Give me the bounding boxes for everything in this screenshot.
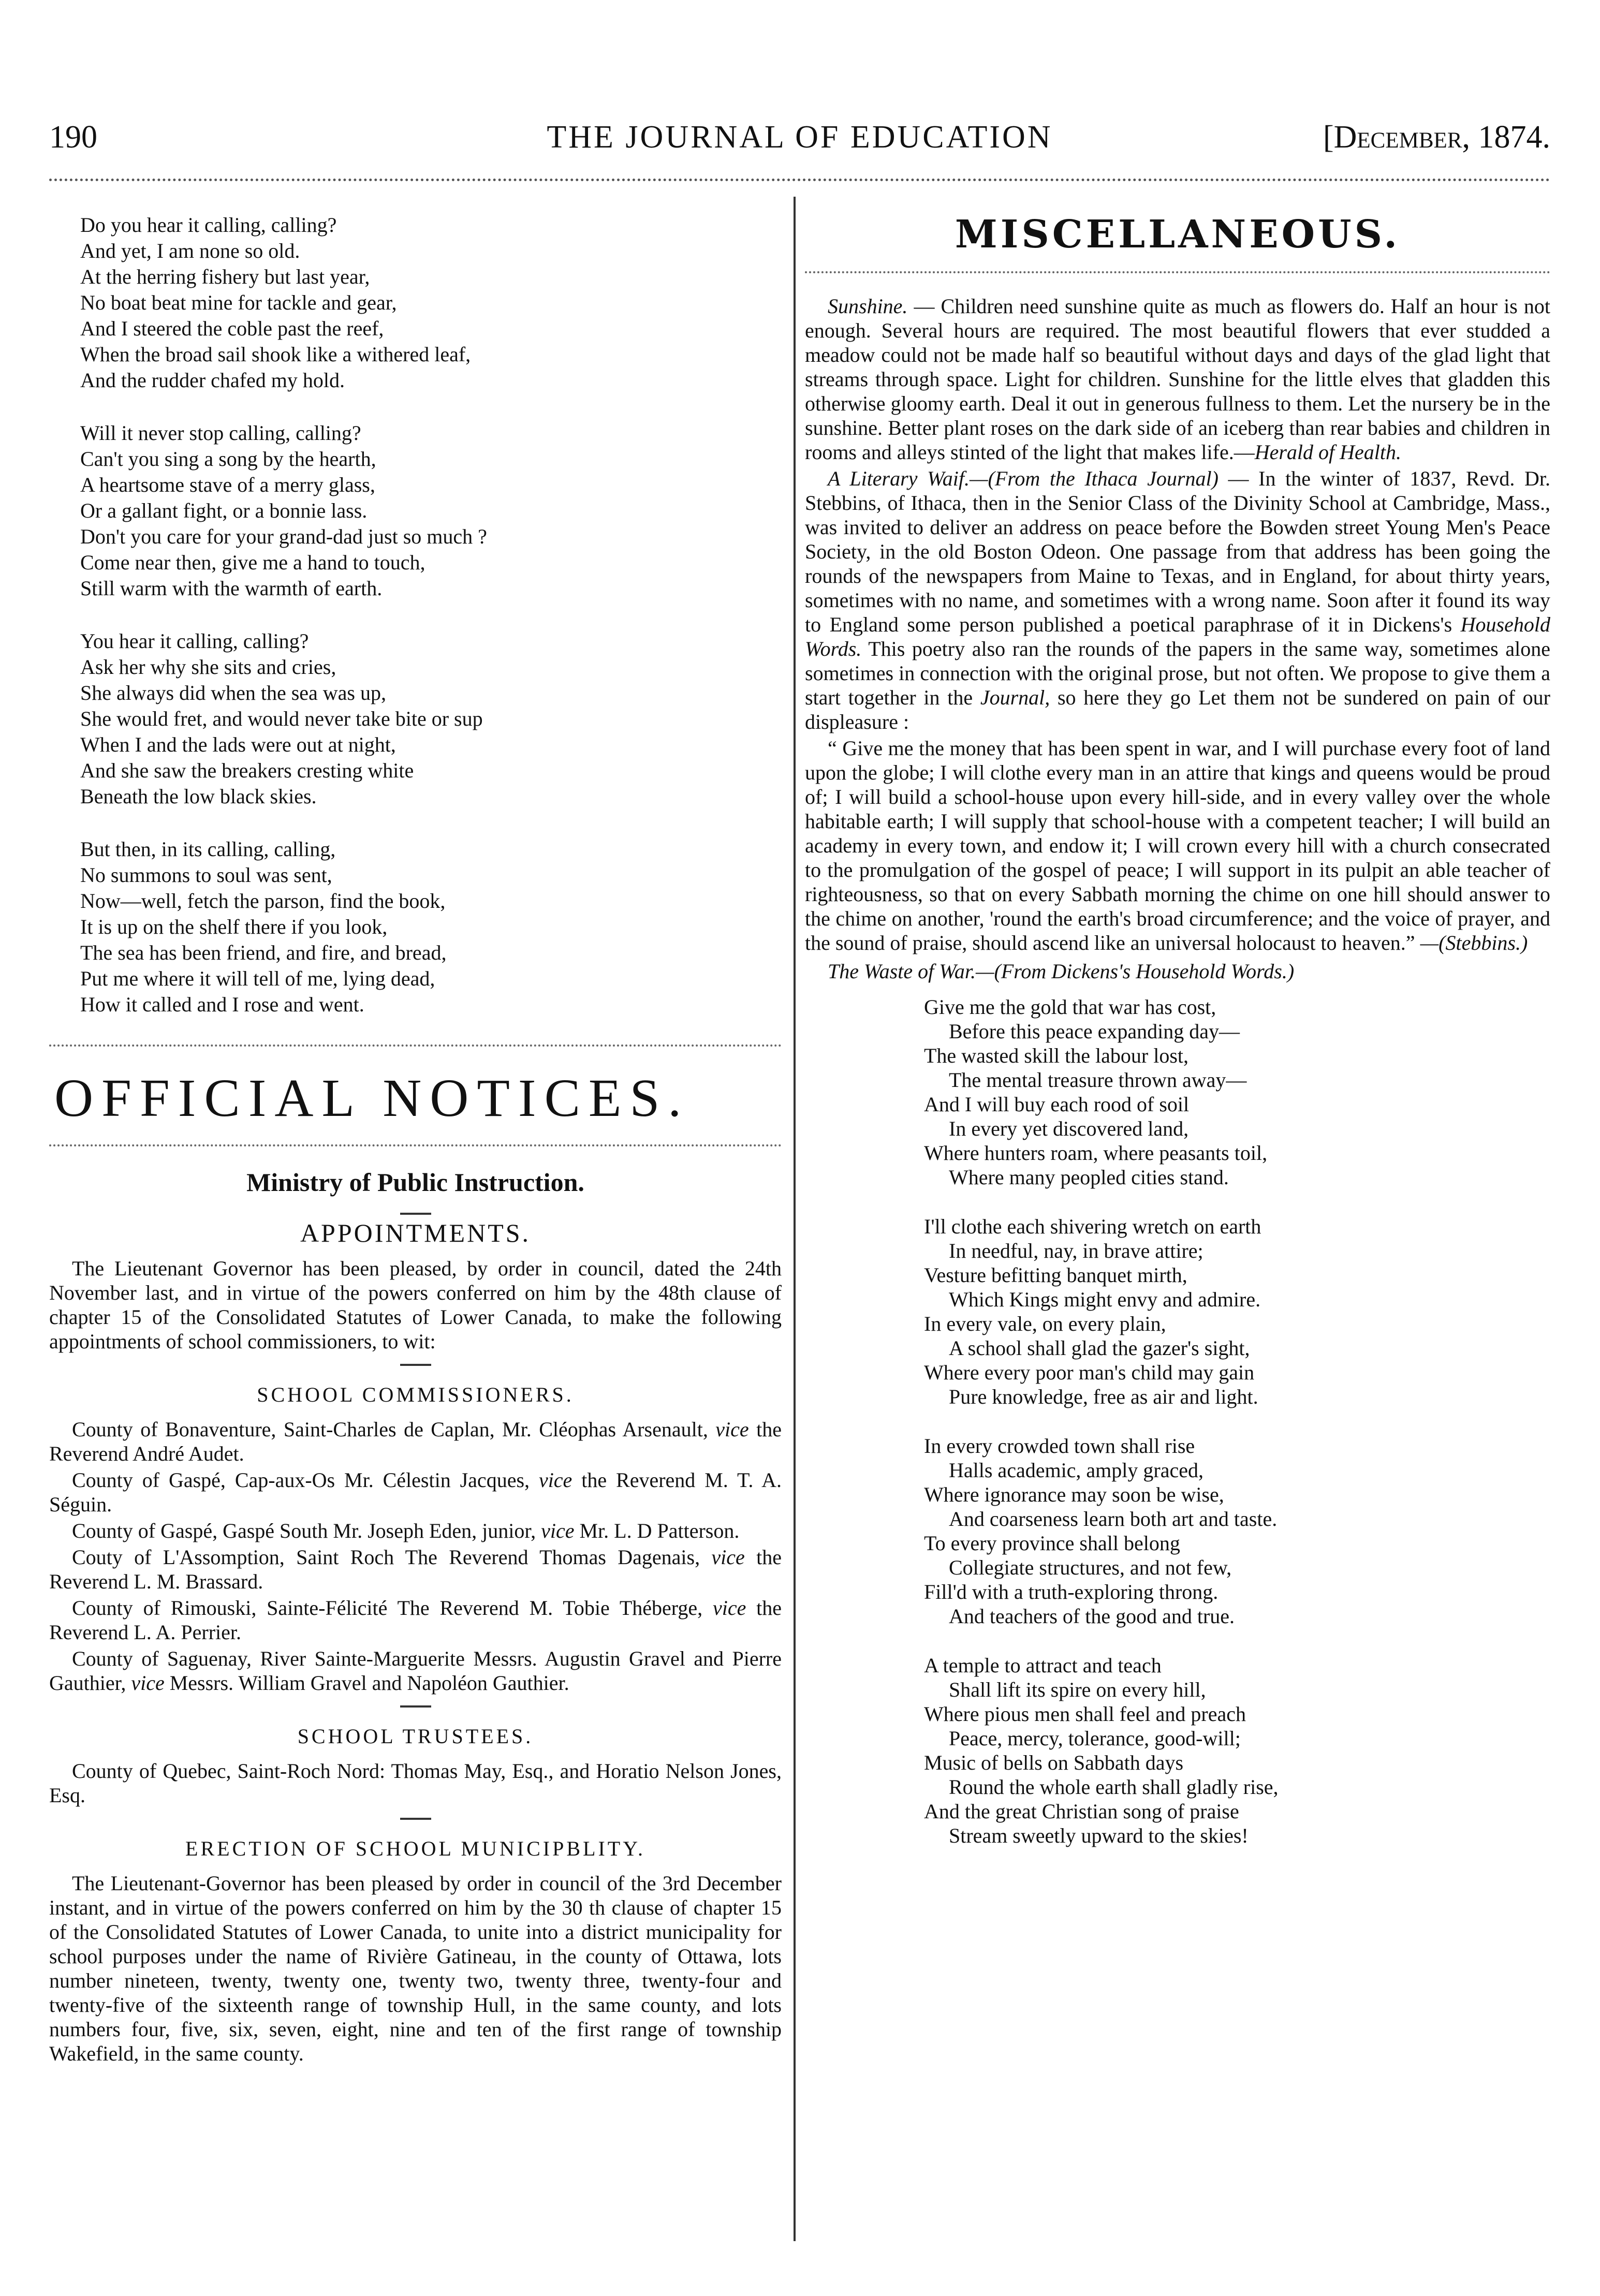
commissioner-entry — [49, 1646, 782, 1695]
commissioner-replaced: the Reverend M. T. A. Séguin. — [49, 1468, 782, 1516]
waste-of-war-poem — [924, 995, 1550, 1848]
section-separator — [805, 271, 1550, 273]
page-number: 190 — [49, 120, 97, 155]
peace-quote — [805, 736, 1550, 955]
journal-title: THE JOURNAL OF EDUCATION — [547, 120, 1053, 155]
poem-line: She would fret, and would never take bite or sup — [80, 707, 483, 730]
waif-text-3: so here they go Let them not be sundered on pain of our displeasure : — [805, 686, 1551, 733]
commissioner-appointee: County of Gaspé, Gaspé South Mr. Joseph Eden, junior, — [72, 1519, 536, 1542]
poem-line: Where hunters roam, where peasants toil, — [924, 1141, 1268, 1165]
poem-line: Beneath the low black skies. — [80, 785, 317, 808]
trustees-heading: SCHOOL TRUSTEES. — [297, 1725, 534, 1748]
poem-line: When I and the lads were out at night, — [80, 733, 396, 756]
commissioner-appointee: County of Gaspé, Cap-aux-Os Mr. Célestin Jacques, — [72, 1468, 530, 1492]
poem-line: Halls academic, amply graced, — [949, 1459, 1203, 1482]
poem-stanza — [80, 212, 782, 393]
poem-stanza — [80, 836, 782, 1018]
right-column — [805, 212, 1550, 1873]
commissioner-entry — [49, 1417, 782, 1466]
commissioner-appointee: Couty of L'Assomption, Saint Roch The Reverend Thomas Dagenais, — [72, 1546, 700, 1569]
poem-line: And I will buy each rood of soil — [924, 1093, 1190, 1116]
header-rule — [49, 179, 1550, 181]
poem-line: In every vale, on every plain, — [924, 1312, 1166, 1335]
short-rule — [400, 1364, 431, 1366]
poem-line: Or a gallant fight, or a bonnie lass. — [80, 499, 368, 522]
erection-heading: ERECTION OF SCHOOL MUNICIPBLITY. — [185, 1837, 645, 1860]
vice-word: vice — [131, 1671, 165, 1695]
section-separator — [49, 1044, 782, 1047]
poem-line: And coarseness learn both art and taste. — [949, 1507, 1278, 1530]
literary-waif-paragraph — [805, 466, 1550, 734]
poem-stanza — [80, 420, 782, 601]
poem-line: Ask her why she sits and cries, — [80, 655, 336, 679]
poem-line: Give me the gold that war has cost, — [924, 995, 1216, 1019]
vice-word: vice — [715, 1418, 749, 1441]
poem-stanza — [924, 995, 1550, 1189]
left-poem — [49, 212, 782, 1018]
column-divider — [794, 197, 796, 2241]
poem-stanza — [924, 1434, 1550, 1628]
poem-line: Music of bells on Sabbath days — [924, 1751, 1184, 1774]
poem-line: Peace, mercy, tolerance, good-will; — [949, 1727, 1241, 1750]
poem-line: Put me where it will tell of me, lying dead, — [80, 967, 435, 990]
poem-line: To every province shall belong — [924, 1532, 1180, 1555]
poem-line: And the great Christian song of praise — [924, 1800, 1239, 1823]
commissioner-entry — [49, 1596, 782, 1644]
poem-line: A temple to attract and teach — [924, 1654, 1162, 1677]
short-rule — [400, 1818, 431, 1820]
poem-line: Where ignorance may soon be wise, — [924, 1483, 1224, 1506]
poem-line: The sea has been friend, and fire, and bread, — [80, 941, 447, 964]
poem-line: It is up on the shelf there if you look, — [80, 915, 388, 938]
erection-paragraph: The Lieutenant-Governor has been pleased by order in council of the 3rd December instant, and in virtue of the powers conferred on him by the 30 th clause of chapter 15 of the Consolidated Statutes of Lower Canada, to unite into a district municipality for school purposes under the name of Rivière Gatineau, in the county of Ottawa, lots number nineteen, twenty, twenty one, twenty two, twenty three, twenty-four and twenty-five of the sixteenth range of township Hull, in the same county, and lots numbers four, five, six, seven, eight, nine and ten of the first range of township Wakefield, in the same county. — [49, 1872, 782, 2065]
poem-line: You hear it calling, calling? — [80, 629, 309, 653]
sunshine-lead: Sunshine. — [828, 295, 908, 318]
vice-word: vice — [541, 1519, 575, 1542]
quote-text: “ Give me the money that has been spent in war, and I will purchase every foot of land upon the globe; I will clothe every man in an attire that kings and queens would be proud of; I will build a school-house upon every hill-side, and in every valley over the whole habitable earth; I will supply that school-house with a competent teacher; I will build an academy in every town, and endow it; I will crown every hill with a church consecrated to the promulgation of the gospel of peace; I will support in its pulpit an able teacher of righteousness, so that on every Sabbath morning the chime on one hill should answer to the chime on another, 'round the earth's broad circumference; and the voice of prayer, and the sound of praise, should ascend like an universal holocaust to heaven.” — [805, 737, 1550, 954]
commissioners-list — [49, 1417, 782, 1695]
poem-line: How it called and I rose and went. — [80, 993, 364, 1016]
household-words-ref: Household Words. — [805, 613, 1550, 660]
spacer — [805, 983, 1550, 995]
poem-line: Come near then, give me a hand to touch, — [80, 551, 425, 574]
sunshine-source: Herald of Health. — [1254, 440, 1402, 464]
waste-of-war-heading-text: The Waste of War.—(From Dickens's Household Words.) — [828, 960, 1295, 983]
poem-line: In needful, nay, in brave attire; — [949, 1239, 1203, 1262]
poem-stanza — [80, 628, 782, 810]
poem-line: And she saw the breakers cresting white — [80, 759, 414, 782]
poem-line: A school shall glad the gazer's sight, — [949, 1336, 1250, 1360]
section-separator — [49, 1144, 782, 1146]
commissioner-replaced: Messrs. William Gravel and Napoléon Gauthier. — [169, 1671, 569, 1695]
commissioner-replaced: Mr. L. D Patterson. — [579, 1519, 740, 1542]
journal-ref: Journal, — [980, 686, 1050, 709]
poem-line: The mental treasure thrown away— — [949, 1068, 1247, 1092]
poem-line: Will it never stop calling, calling? — [80, 421, 361, 445]
vice-word: vice — [538, 1468, 573, 1492]
poem-line: Don't you care for your grand-dad just so much ? — [80, 525, 487, 548]
poem-line: And I steered the coble past the reef, — [80, 317, 384, 340]
short-rule — [400, 1705, 431, 1708]
waif-text: — In the winter of 1837, Revd. Dr. Stebbins, of Ithaca, then in the Senior Class of the Divinity School at Cambridge, Mass., was invited to deliver an address on peace before the Bowden street Young Men's Peace Society, in the old Boston Odeon. One passage from that address has been going the rounds of the newspapers from Maine to Texas, and in England, for about thirty years, sometimes with no name, and sometimes with a wrong name. Soon after it found its way to England some person published a poetical paraphrase of it in Dickens's — [805, 467, 1550, 636]
poem-line: And the rudder chafed my hold. — [80, 369, 345, 392]
left-column — [49, 212, 782, 2066]
poem-line: At the herring fishery but last year, — [80, 265, 370, 288]
poem-line: Round the whole earth shall gladly rise, — [949, 1775, 1279, 1799]
official-notices-title: OFFICIAL NOTICES. — [54, 1068, 690, 1128]
sunshine-paragraph — [805, 294, 1550, 464]
waif-lead: A Literary Waif.—(From the Ithaca Journal) — [828, 467, 1219, 490]
appointments-paragraph: The Lieutenant Governor has been pleased, by order in council, dated the 24th November last, and in virtue of the powers conferred on him by the 48th clause of chapter 15 of the Consolidated Statutes of Lower Canada, to make the following appointments of school commissioners, to wit: — [49, 1257, 782, 1353]
trustees-paragraph: County of Quebec, Saint-Roch Nord: Thomas May, Esq., and Horatio Nelson Jones, Esq. — [49, 1759, 782, 1807]
poem-line: Still warm with the warmth of earth. — [80, 577, 383, 600]
poem-line: Where pious men shall feel and preach — [924, 1702, 1246, 1726]
poem-line: Do you hear it calling, calling? — [80, 213, 337, 237]
poem-line: Vesture befitting banquet mirth, — [924, 1263, 1187, 1287]
poem-line: Where every poor man's child may gain — [924, 1361, 1255, 1384]
poem-line: She always did when the sea was up, — [80, 681, 386, 704]
poem-line: A heartsome stave of a merry glass, — [80, 473, 375, 496]
poem-line: In every crowded town shall rise — [924, 1434, 1195, 1458]
appointments-heading: APPOINTMENTS. — [300, 1218, 531, 1247]
commissioner-replaced: the Reverend L. M. Brassard. — [49, 1546, 782, 1593]
quote-source: —(Stebbins.) — [1420, 931, 1528, 954]
poem-line: And teachers of the good and true. — [949, 1605, 1235, 1628]
poem-line: Can't you sing a song by the hearth, — [80, 447, 376, 470]
poem-stanza — [924, 1214, 1550, 1409]
poem-line: Which Kings might envy and admire. — [949, 1288, 1261, 1311]
poem-line: Before this peace expanding day— — [949, 1020, 1240, 1043]
commissioner-appointee: County of Rimouski, Sainte-Félicité The Reverend M. Tobie Théberge, — [72, 1596, 703, 1620]
poem-line: Collegiate structures, and not few, — [949, 1556, 1232, 1579]
ministry-heading: Ministry of Public Instruction. — [246, 1168, 584, 1197]
poem-line: When the broad sail shook like a withered leaf, — [80, 343, 471, 366]
commissioner-replaced: the Reverend André Audet. — [49, 1418, 782, 1465]
vice-word: vice — [711, 1546, 745, 1569]
commissioners-heading: SCHOOL COMMISSIONERS. — [257, 1383, 574, 1406]
waif-text-2: This poetry also ran the rounds of the papers in the same way, sometimes alone sometimes in connection with the original prose, but not often. We propose to give them a start together in the — [805, 637, 1550, 709]
commissioner-appointee: County of Bonaventure, Saint-Charles de Caplan, Mr. Cléophas Arsenault, — [72, 1418, 708, 1441]
poem-line: Stream sweetly upward to the skies! — [949, 1824, 1249, 1847]
poem-line: I'll clothe each shivering wretch on earth — [924, 1215, 1261, 1238]
poem-line: Pure knowledge, free as air and light. — [949, 1385, 1258, 1408]
commissioner-appointee: County of Saguenay, River Sainte-Marguerite Messrs. Augustin Gravel and Pierre Gauthier, — [49, 1647, 782, 1695]
commissioner-replaced: the Reverend L. A. Perrier. — [49, 1596, 782, 1644]
commissioner-entry — [49, 1545, 782, 1594]
poem-line: No boat beat mine for tackle and gear, — [80, 291, 397, 314]
page-header — [49, 109, 1550, 166]
waste-of-war-heading — [805, 959, 1550, 983]
poem-line: Fill'd with a truth-exploring throng. — [924, 1580, 1219, 1603]
poem-line: Now—well, fetch the parson, find the book, — [80, 889, 446, 912]
poem-line: And yet, I am none so old. — [80, 239, 300, 262]
commissioner-entry — [49, 1519, 782, 1543]
poem-stanza — [924, 1653, 1550, 1848]
poem-line: The wasted skill the labour lost, — [924, 1044, 1189, 1067]
poem-line: But then, in its calling, calling, — [80, 837, 336, 861]
poem-line: No summons to soul was sent, — [80, 863, 332, 887]
commissioner-entry — [49, 1468, 782, 1517]
poem-line: In every yet discovered land, — [949, 1117, 1189, 1140]
vice-word: vice — [712, 1596, 746, 1620]
poem-line: Shall lift its spire on every hill, — [949, 1678, 1206, 1701]
poem-line: Where many peopled cities stand. — [949, 1166, 1229, 1189]
issue-date: [December, 1874. — [1323, 120, 1550, 155]
miscellaneous-title: MISCELLANEOUS. — [955, 212, 1401, 257]
short-rule — [400, 1213, 431, 1215]
sunshine-text: — Children need sunshine quite as much as flowers do. Half an hour is not enough. Several hours are required. The most beautiful flowers that ever studded a meadow could not be made half so beautiful without days and days of the glad light that streams through space. Light for children. Sunshine for the little elves that gladden this otherwise gloomy earth. Deal it out in generous fullness to them. Let the nursery be in the sunshine. Better plant roses on the dark side of an iceberg than rear babies and children in rooms and alleys stinted of the light that makes life.— — [805, 295, 1550, 464]
